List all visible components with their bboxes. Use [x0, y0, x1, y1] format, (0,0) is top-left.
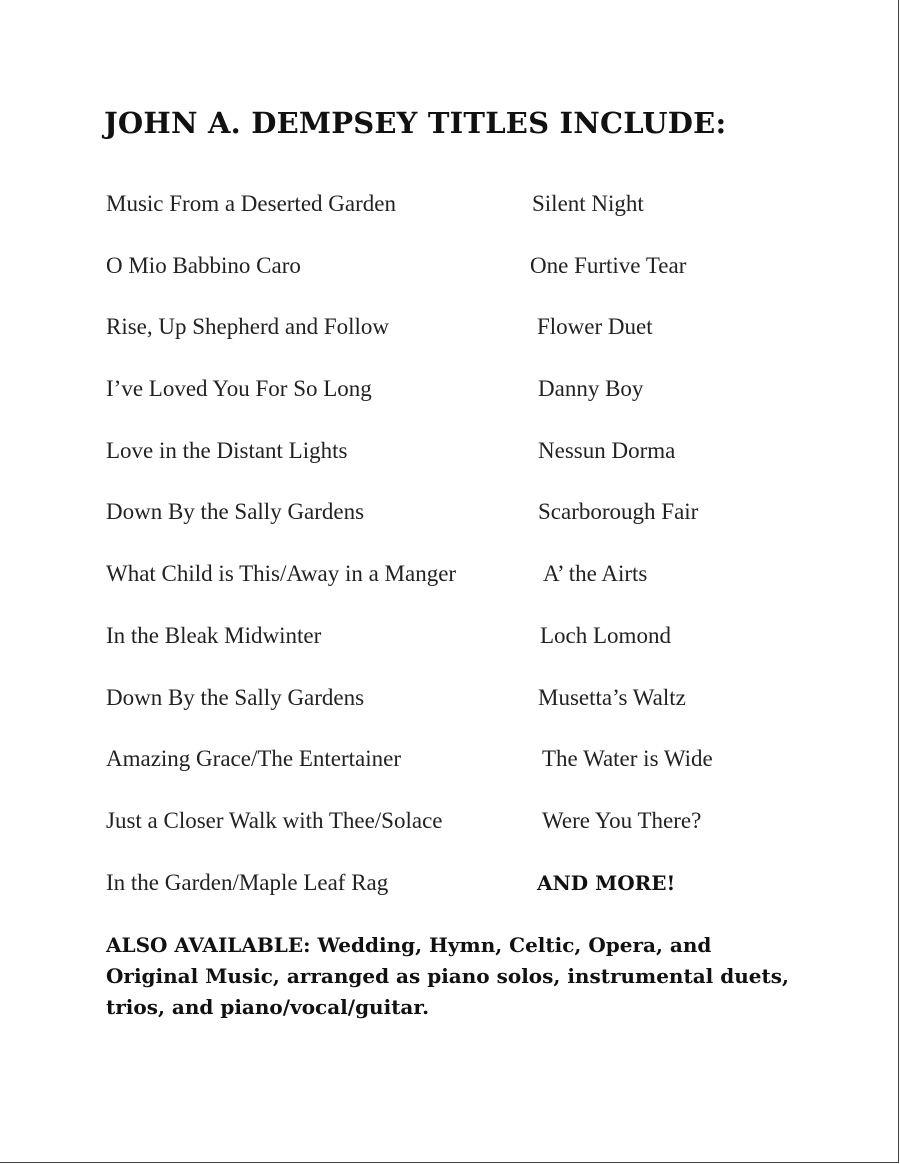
title-row	[0, 806, 900, 836]
title-right: Musetta’s Waltz	[538, 685, 686, 710]
title-left: Just a Closer Walk with Thee/Solace	[106, 808, 443, 833]
title-left: Rise, Up Shepherd and Follow	[106, 314, 390, 339]
title-right: Flower Duet	[537, 314, 653, 339]
title-right: A’ the Airts	[543, 561, 648, 586]
title-row	[0, 189, 900, 219]
page-heading: JOHN A. DEMPSEY TITLES INCLUDE:	[104, 106, 727, 140]
title-row	[0, 374, 900, 404]
also-available-note: ALSO AVAILABLE: Wedding, Hymn, Celtic, Opera, and Original Music, arranged as piano solos, instrumental duets, trios, and piano/vocal/guitar.	[106, 933, 789, 1019]
title-left: Down By the Sally Gardens	[106, 685, 365, 710]
title-row	[0, 251, 900, 281]
title-left: I’ve Loved You For So Long	[106, 376, 372, 401]
title-row	[0, 312, 900, 342]
title-row	[0, 497, 900, 527]
title-left: In the Bleak Midwinter	[106, 623, 322, 648]
title-row	[0, 621, 900, 651]
title-left: Music From a Deserted Garden	[106, 191, 396, 216]
title-row	[0, 868, 900, 898]
and-more-label: AND MORE!	[537, 871, 676, 895]
title-row	[0, 683, 900, 713]
title-left: Love in the Distant Lights	[106, 438, 348, 463]
title-right: The Water is Wide	[542, 746, 713, 771]
title-row	[0, 436, 900, 466]
title-left: What Child is This/Away in a Manger	[106, 561, 457, 586]
title-left: In the Garden/Maple Leaf Rag	[106, 870, 389, 895]
title-left: O Mio Babbino Caro	[106, 253, 301, 278]
title-row	[0, 559, 900, 589]
title-left: Down By the Sally Gardens	[106, 499, 365, 524]
title-right: Nessun Dorma	[538, 438, 676, 463]
title-right: Loch Lomond	[540, 623, 671, 648]
title-right: Scarborough Fair	[538, 499, 699, 524]
title-right: Were You There?	[542, 808, 702, 833]
title-right: Silent Night	[532, 191, 644, 216]
title-right: Danny Boy	[538, 376, 644, 401]
title-right: One Furtive Tear	[530, 253, 687, 278]
title-row	[0, 744, 900, 774]
title-left: Amazing Grace/The Entertainer	[106, 746, 402, 771]
